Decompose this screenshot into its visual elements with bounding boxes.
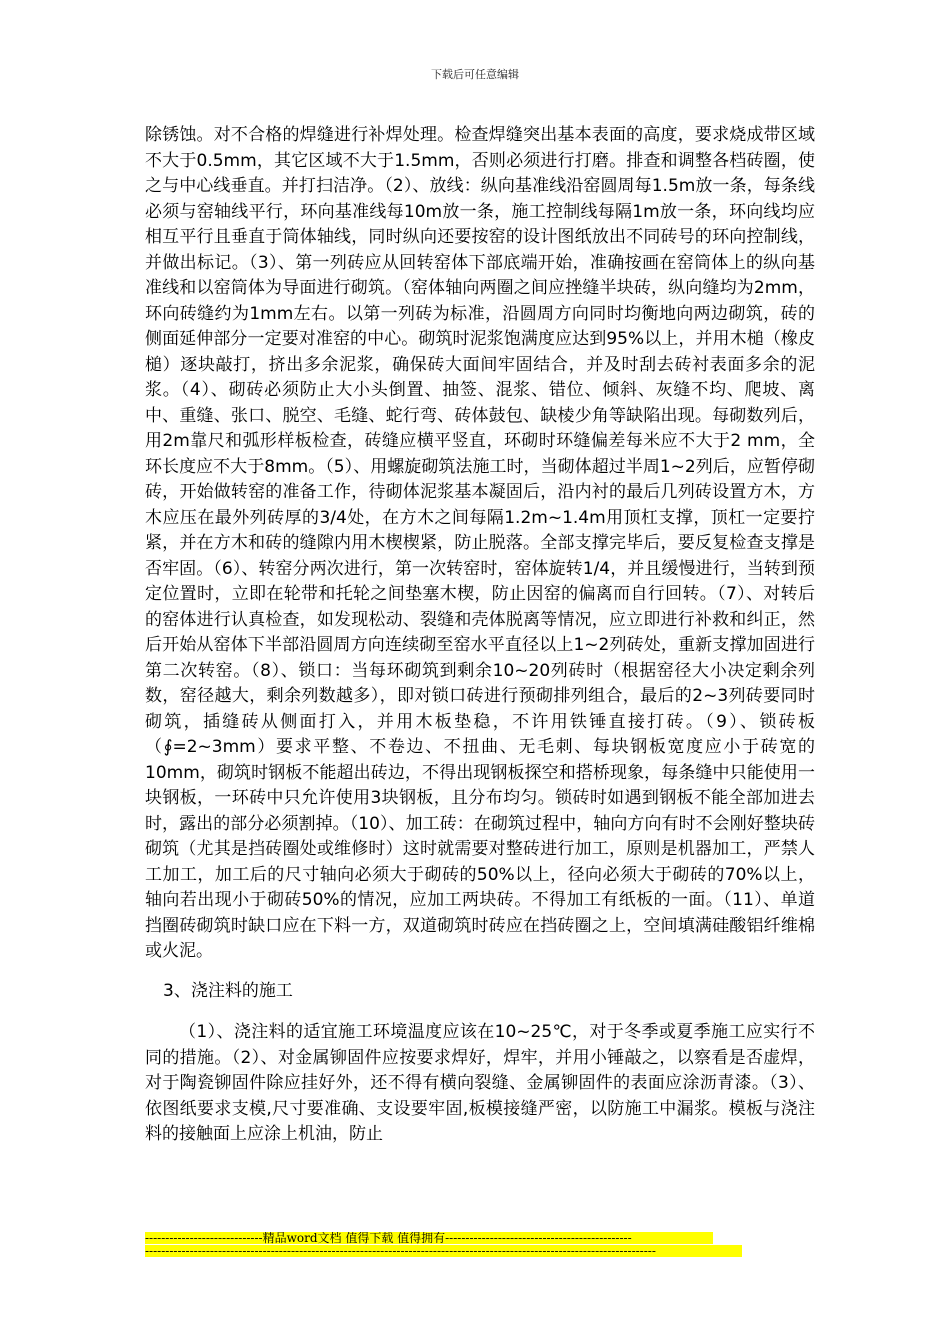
- page-header: 下载后可任意编辑: [431, 68, 519, 81]
- body-paragraph-2: （1）、浇注料的适宜施工环境温度应该在10~25℃，对于冬季或夏季施工应实行不同的措施。（2）、对金属铆固件应按要求焊好，焊牢，并用小锤敲之，以察看是否虚焊，对于陶瓷铆固件除应挂好外，还不得有横向裂缝、金属铆固件的表面应涂沥青漆。（3）、依图纸要求支模,尺寸要准确、支设要牢固,板模接缝严密，以防施工中漏浆。模板与浇注料的接触面上应涂上机油，防止: [145, 1022, 815, 1144]
- document-body: [145, 123, 815, 1148]
- footer-banner-line: -----------------------------精品word文档 值得下载 值得拥有----------------------------------------------: [145, 1232, 713, 1244]
- page-footer: [145, 1232, 742, 1257]
- body-paragraph-1: 除锈蚀。对不合格的焊缝进行补焊处理。检查焊缝突出基本表面的高度，要求烧成带区域不大于0.5mm，其它区域不大于1.5mm，否则必须进行打磨。排查和调整各档砖圈，使之与中心线垂直。并打扫洁净。（2）、放线：纵向基准线沿窑圆周每1.5m放一条，每条线必须与窑轴线平行，环向基准线每10m放一条，施工控制线每隔1m放一条，环向线均应相互平行且垂直于筒体轴线，同时纵向还要按窑的设计图纸放出不同砖号的环向控制线，并做出标记。（3）、第一列砖应从回转窑体下部底端开始，准确按画在窑筒体上的纵向基准线和以窑筒体为导面进行砌筑。（窑体轴向两圈之间应挫缝半块砖，纵向缝均为2mm，环向砖缝约为1mm左右。以第一列砖为标准，沿圆周方向同时均衡地向两边砌筑，砖的侧面延伸部分一定要对准窑的中心。砌筑时泥浆饱满度应达到95%以上，并用木槌（橡皮槌）逐块敲打，挤出多余泥浆，确保砖大面间牢固结合，并及时刮去砖衬表面多余的泥浆。（4）、砌砖必须防止大小头倒置、抽签、混浆、错位、倾斜、灰缝不均、爬坡、离中、重缝、张口、脱空、毛缝、蛇行弯、砖体鼓包、缺棱少角等缺陷出现。每砌数列后，用2m靠尺和弧形样板检查，砖缝应横平竖直，环砌时环缝偏差每米应不大于2 mm，全环长度应不大于8mm。（5）、用螺旋砌筑法施工时，当砌体超过半周1~2列后，应暂停砌砖，开始做转窑的准备工作，待砌体泥浆基本凝固后，沿内衬的最后几列砖设置方木，方木应压在最外列砖厚的3/4处，在方木之间每隔1.2m~1.4m用顶杠支撑，顶杠一定要拧紧，并在方木和砖的缝隙内用木楔楔紧，防止脱落。全部支撑完毕后，要反复检查支撑是否牢固。（6）、转窑分两次进行，第一次转窑时，窑体旋转1/4，并且缓慢进行，当转到预定位置时，立即在轮带和托轮之间垫塞木楔，防止因窑的偏离而自行回转。（7）、对转后的窑体进行认真检查，如发现松动、裂缝和壳体脱离等情况，应立即进行补救和纠正，然后开始从窑体下半部沿圆周方向连续砌至窑水平直径以上1~2列砖处，重新支撑加固进行第二次转窑。（8）、锁口：当每环砌筑到剩余10~20列砖时（根据窑径大小决定剩余列数，窑径越大，剩余列数越多），即对锁口砖进行预砌排列组合，最后的2~3列砖要同时砌筑，插缝砖从侧面打入，并用木板垫稳，不许用铁锤直接打砖。（9）、锁砖板（∮=2~3mm）要求平整、不卷边、不扭曲、无毛刺、每块钢板宽度应小于砖宽的10mm，砌筑时钢板不能超出砖边，不得出现钢板探空和搭桥现象，每条缝中只能使用一块钢板，一环砖中只允许使用3块钢板，且分布均匀。锁砖时如遇到钢板不能全部加进去时，露出的部分必须割掉。（10）、加工砖：在砌筑过程中，轴向方向有时不会刚好整块砖砌筑（尤其是挡砖圈处或维修时）这时就需要对整砖进行加工，原则是机器加工，严禁人工加工，加工后的尺寸轴向必须大于砌砖的50%以上，径向必须大于砌砖的70%以上，轴向若出现小于砌砖50%的情况，应加工两块砖。不得加工有纸板的一面。（11）、单道挡圈砖砌筑时缺口应在下料一方，双道砌筑时砖应在挡砖圈之上，空间填满硅酸铝纤维棉或火泥。: [145, 125, 815, 961]
- footer-dash-line: ------------------------------------------------------------------------------------------------------------------------------: [145, 1245, 742, 1257]
- section-heading: 3、浇注料的施工: [163, 980, 293, 1001]
